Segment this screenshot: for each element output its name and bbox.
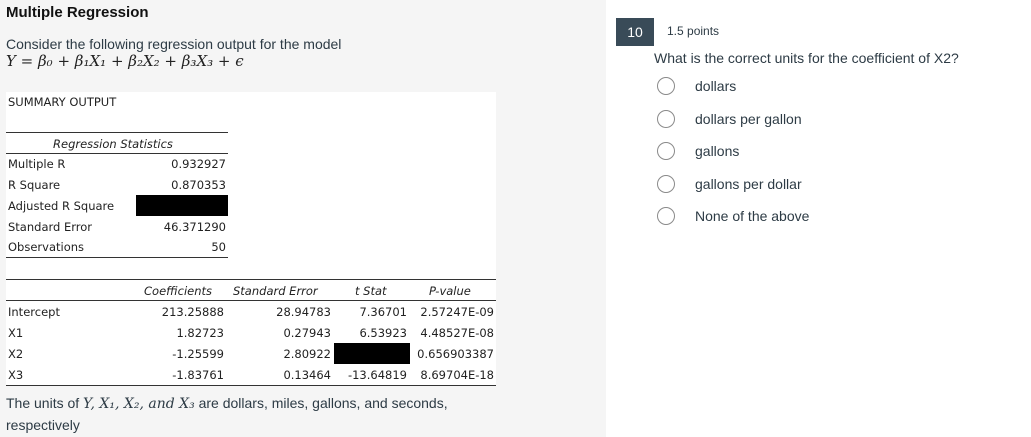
redacted-t-stat-x2 [334, 343, 410, 364]
answer-option-label: None of the above [695, 208, 810, 224]
stat-label: Multiple R [8, 157, 66, 171]
answer-option-gallons-per-dollar[interactable] [654, 173, 802, 195]
divider [6, 300, 496, 301]
radio-button[interactable] [657, 207, 675, 225]
radio-button[interactable] [657, 110, 675, 128]
radio-button[interactable] [657, 175, 675, 193]
p-value: 4.48527E-08 [420, 326, 494, 340]
units-note-suffix: are dollars, miles, gallons, and seconds, [194, 395, 448, 411]
coef-value: -1.25599 [172, 347, 224, 361]
p-value: 0.656903387 [417, 347, 494, 361]
radio-button[interactable] [657, 77, 675, 95]
col-header-t-stat: t Stat [355, 284, 387, 298]
col-header-p-value: P-value [429, 284, 471, 298]
answer-option-gallons[interactable] [654, 140, 739, 162]
stat-value: 0.932927 [171, 157, 226, 171]
row-label: X2 [8, 347, 24, 361]
stat-value: 50 [211, 240, 226, 254]
units-note-prefix: The units of [6, 395, 84, 411]
divider [6, 279, 496, 280]
regression-output-table [6, 92, 496, 386]
answer-option-label: dollars [695, 78, 737, 94]
model-equation: Y = β₀ + β₁X₁ + β₂X₂ + β₃X₃ + ϵ [6, 52, 244, 70]
row-label: Intercept [8, 305, 60, 319]
coef-value: 213.25888 [161, 305, 224, 319]
se-value: 2.80922 [283, 347, 331, 361]
quiz-question-panel [606, 0, 1031, 437]
stat-label: Standard Error [8, 220, 93, 234]
redacted-adjusted-r-square [136, 195, 228, 216]
answer-option-none-of-the-above[interactable] [654, 205, 809, 227]
row-label: X3 [8, 368, 24, 382]
units-note [6, 393, 526, 436]
coef-value: 1.82723 [176, 326, 224, 340]
divider [6, 385, 496, 386]
se-value: 28.94783 [276, 305, 331, 319]
stat-label: Adjusted R Square [8, 199, 115, 213]
question-number-badge: 10 [616, 18, 654, 46]
question-points: 1.5 points [667, 24, 720, 38]
model-intro-text: Consider the following regression output for the model [6, 36, 342, 52]
stat-label: R Square [8, 178, 61, 192]
question-title: Multiple Regression [6, 4, 149, 21]
answer-option-dollars-per-gallon[interactable] [654, 108, 802, 130]
se-value: 0.27943 [283, 326, 331, 340]
p-value: 8.69704E-18 [420, 368, 494, 382]
t-value: -13.64819 [347, 368, 407, 382]
units-note-line2: respectively [6, 417, 80, 433]
question-prompt: What is the correct units for the coefficient of X2? [654, 50, 959, 66]
p-value: 2.57247E-09 [420, 305, 494, 319]
summary-output-header: SUMMARY OUTPUT [8, 95, 117, 109]
units-note-vars: Y, X₁, X₂, and X₃ [83, 396, 195, 412]
stat-label: Observations [8, 240, 85, 254]
t-value: 6.53923 [359, 326, 407, 340]
answer-option-dollars[interactable] [654, 75, 736, 97]
radio-button[interactable] [657, 142, 675, 160]
answer-option-label: gallons [695, 143, 740, 159]
se-value: 0.13464 [283, 368, 331, 382]
row-label: X1 [8, 326, 24, 340]
stat-value: 46.371290 [163, 220, 226, 234]
stat-value: 0.870353 [171, 178, 226, 192]
col-header-standard-error: Standard Error [233, 284, 318, 298]
t-value: 7.36701 [359, 305, 407, 319]
divider [6, 257, 228, 258]
answer-option-label: gallons per dollar [695, 176, 802, 192]
answer-option-label: dollars per gallon [695, 111, 802, 127]
regression-statistics-title: Regression Statistics [53, 137, 173, 151]
divider [6, 132, 228, 133]
col-header-coefficients: Coefficients [144, 284, 213, 298]
divider [6, 153, 228, 154]
coef-value: -1.83761 [172, 368, 224, 382]
